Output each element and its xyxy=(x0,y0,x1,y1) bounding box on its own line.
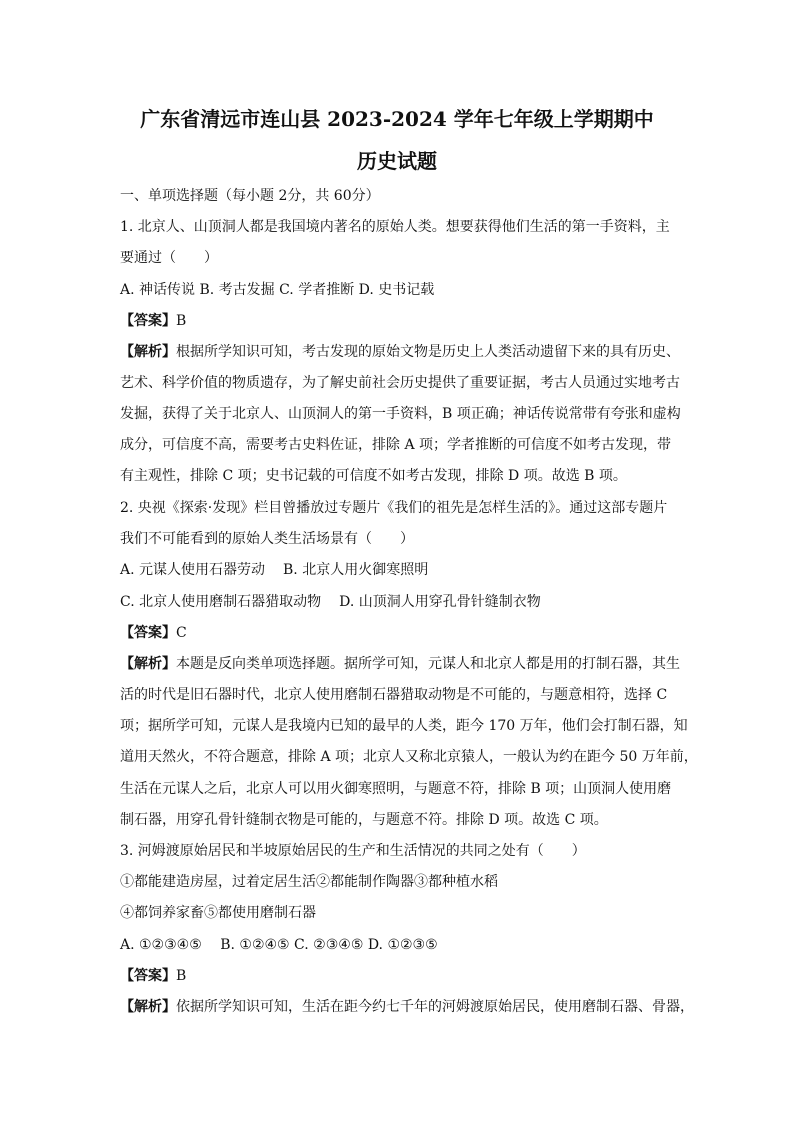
analysis-tag: 【解析】 xyxy=(120,344,176,360)
q1-analysis-line-5: 有主观性，排除 C 项；史书记载的可信度不如考古发现，排除 D 项。故选 B 项。 xyxy=(120,468,627,484)
q2-analysis-line-3: 项；据所学可知，元谋人是我境内已知的最早的人类，距今 170 万年，他们会打制石器，知 xyxy=(120,718,688,734)
answer-tag: 【答案】 xyxy=(120,625,176,641)
q2-analysis-line-6: 制石器，用穿孔骨针缝制衣物是可能的，与题意不符。排除 D 项。故选 C 项。 xyxy=(120,812,608,828)
q3-answer xyxy=(120,967,680,985)
q1-options: A. 神话传说 B. 考古发掘 C. 学者推断 D. 史书记载 xyxy=(120,282,435,298)
q3-stem-line-3: ④都饲养家畜⑤都使用磨制石器 xyxy=(120,905,316,921)
q1-analysis-line-2: 艺术、科学价值的物质遗存，为了解史前社会历史提供了重要证据，考古人员通过实地考古 xyxy=(120,375,680,391)
q2-option-a: A. 元谋人使用石器劳动 xyxy=(120,562,266,578)
answer-tag: 【答案】 xyxy=(120,968,176,984)
q1-analysis-line-3: 发掘，获得了关于北京人、山顶洞人的第一手资料，B 项正确；神话传说常带有夸张和虚构 xyxy=(120,406,681,422)
exam-title: 广东省清远市连山县 2023-2024 学年七年级上学期期中 xyxy=(140,107,654,131)
analysis-tag: 【解析】 xyxy=(120,656,176,672)
analysis-tag: 【解析】 xyxy=(120,999,176,1015)
section-heading: 一、单项选择题（每小题 2分，共 60分） xyxy=(120,188,380,204)
q3-options: A. ①②③④⑤ B. ①②④⑤ C. ②③④⑤ D. ①②③⑤ xyxy=(120,937,438,953)
q1-stem-line-1: 1. 北京人、山顶洞人都是我国境内著名的原始人类。想要获得他们生活的第一手资料，主 xyxy=(120,219,670,235)
analysis-text: 依据所学知识可知，生活在距今约七千年的河姆渡原始居民，使用磨制石器、骨器， xyxy=(176,999,694,1015)
q1-analysis-line-1 xyxy=(120,343,680,361)
analysis-text: 根据所学知识可知，考古发现的原始文物是历史上人类活动遗留下来的具有历史、 xyxy=(176,344,680,360)
q1-answer xyxy=(120,312,680,330)
answer-tag: 【答案】 xyxy=(120,313,176,329)
q1-analysis-line-4: 成分，可信度不高，需要考古史料佐证，排除 A 项；学者推断的可信度不如考古发现，带 xyxy=(120,437,672,453)
q2-analysis-line-1 xyxy=(120,655,680,673)
answer-value: B xyxy=(176,313,187,329)
q2-option-c: C. 北京人使用磨制石器猎取动物 xyxy=(120,594,322,610)
q1-stem-line-2: 要通过（ ） xyxy=(120,250,218,266)
answer-value: B xyxy=(176,968,187,984)
q2-options-row-1 xyxy=(120,561,680,579)
q2-answer xyxy=(120,624,680,642)
q3-stem-line-2: ①都能建造房屋，过着定居生活②都能制作陶器③都种植水稻 xyxy=(120,874,498,890)
exam-subtitle: 历史试题 xyxy=(357,149,437,173)
q2-stem-line-2: 我们不可能看到的原始人类生活场景有（ ） xyxy=(120,531,414,547)
q2-analysis-line-4: 道用天然火，不符合题意，排除 A 项；北京人又称北京猿人，一般认为约在距今 50 万年前， xyxy=(120,749,698,765)
analysis-text: 本题是反向类单项选择题。据所学可知，元谋人和北京人都是用的打制石器，其生 xyxy=(176,656,680,672)
q3-stem-line-1: 3. 河姆渡原始居民和半坡原始居民的生产和生活情况的共同之处有（ ） xyxy=(120,843,586,859)
q3-analysis-line-1 xyxy=(120,998,694,1016)
q2-options-row-2 xyxy=(120,593,680,611)
q2-option-d: D. 山顶洞人用穿孔骨针缝制衣物 xyxy=(339,594,541,610)
q2-analysis-line-2: 活的时代是旧石器时代，北京人使用磨制石器猎取动物是不可能的，与题意相符，选择 C xyxy=(120,687,668,703)
q2-stem-line-1: 2. 央视《探索·发现》栏目曾播放过专题片《我们的祖先是怎样生活的》。通过这部专题片 xyxy=(120,500,668,516)
q2-analysis-line-5: 生活在元谋人之后，北京人可以用火御寒照明，与题意不符，排除 B 项；山顶洞人使用磨 xyxy=(120,781,672,797)
answer-value: C xyxy=(176,625,187,641)
q2-option-b: B. 北京人用火御寒照明 xyxy=(283,562,429,578)
